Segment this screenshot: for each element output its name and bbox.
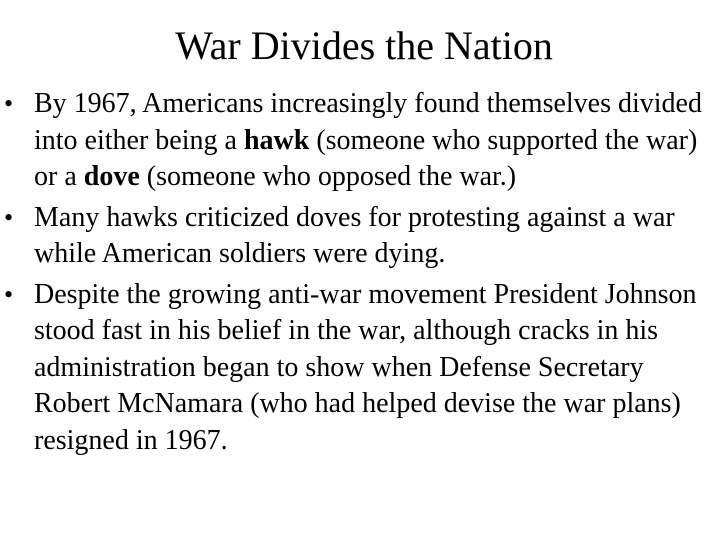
bullet-text-part: By 1967, Americans increasingly found themselves divided into either being a bbox=[34, 88, 702, 156]
bullet-list bbox=[0, 86, 728, 463]
bullet-item-2 bbox=[0, 200, 728, 273]
bullet-text: Despite the growing anti-war movement President Johnson stood fast in his belief in the war, although cracks in his administration began to show when Defense Secretary Robert McNamara (who had helped devise the war plans) resigned in 1967. bbox=[34, 278, 697, 456]
slide-title: War Divides the Nation bbox=[175, 23, 553, 68]
bullet-text bbox=[34, 88, 702, 192]
term-hawk: hawk bbox=[243, 124, 310, 156]
bullet-icon: • bbox=[4, 202, 14, 232]
bullet-text-part: (someone who opposed the war.) bbox=[139, 161, 517, 192]
bullet-item-3 bbox=[0, 277, 728, 460]
bullet-icon: • bbox=[4, 89, 14, 118]
bullet-text: Many hawks criticized doves for protesting against a war while American soldiers were dying. bbox=[34, 201, 675, 269]
bullet-text-part: (someone who supported the war) or a bbox=[34, 124, 698, 192]
bullet-item-1 bbox=[0, 86, 728, 196]
bullet-icon: • bbox=[4, 279, 14, 309]
term-dove: dove bbox=[83, 161, 140, 192]
